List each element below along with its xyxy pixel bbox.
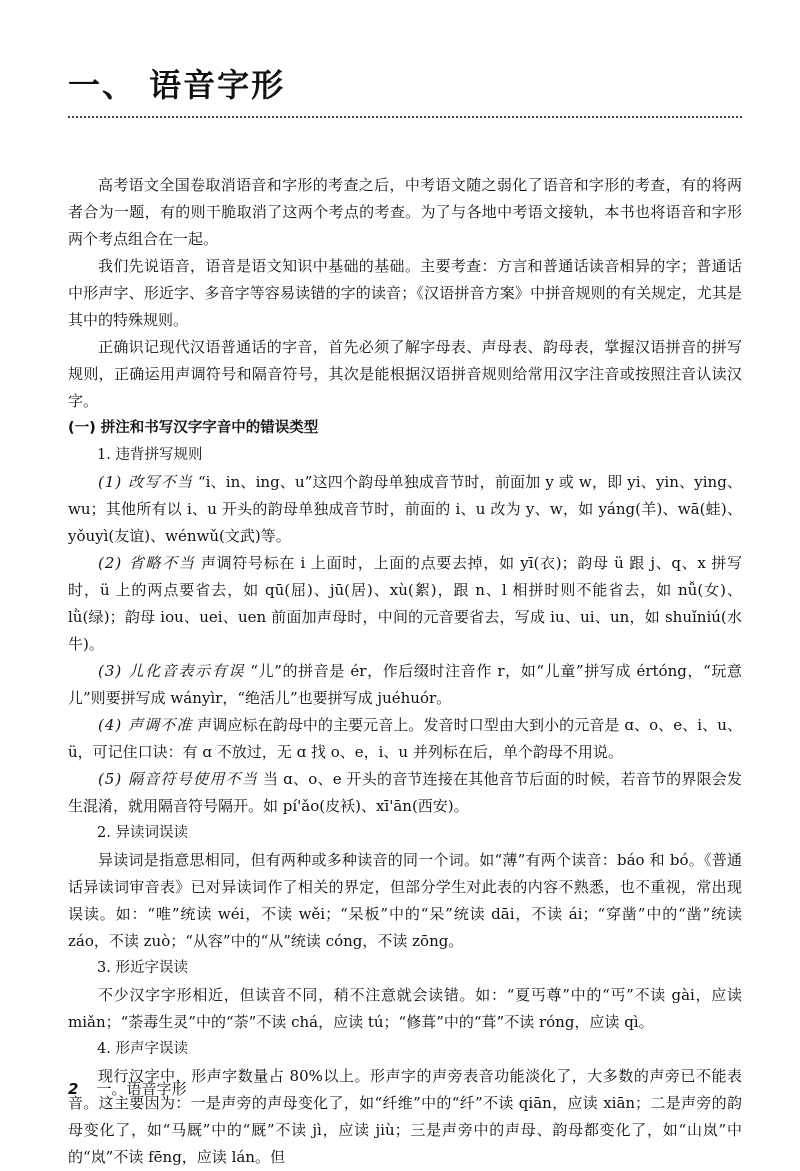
rule-1-text: “i、in、ing、u”这四个韵母单独成音节时，前面加 y 或 w，即 yi、yin、ying、wu；其他所有以 i、u 开头的韵母单独成音节时，前面的 i、u 改为 y、w，如 yáng(羊)、wā(蛙)、yǒuyì(友谊)、wénwǔ(文武)等。 — [68, 473, 742, 545]
intro-paragraph-1: 高考语文全国卷取消语音和字形的考查之后，中考语文随之弱化了语音和字形的考查，有的将两者合为一题，有的则干脆取消了这两个考点的考查。为了与各地中考语文接轨，本书也将语音和字形两个考点组合在一起。 — [68, 176, 742, 248]
xingsheng-paragraph: 现行汉字中，形声字数量占 80%以上。形声字的声旁表音功能淡化了，大多数的声旁已不能表音。这主要因为：一是声旁的声母变化了，如“纤维”中的“纤”不读 qiān，应读 xiān；二是声旁的韵母变化了，如“马厩”中的“厩”不读 jì，应读 jiù；三是声旁中的声母、韵母都变化了，如“山岚”中的“岚”不读 fēng，应读 lán。但 — [68, 1067, 742, 1166]
xingjin-paragraph: 不少汉字字形相近，但读音不同，稍不注意就会读错。如：“夏丐尊”中的“丐”不读 gài，应读 miǎn；“荼毒生灵”中的“荼”不读 chá，应读 tú；“修葺”中的“葺”不读 róng，应读 qì。 — [68, 986, 742, 1031]
subheading-3: 3. 形近字误读 — [97, 960, 188, 976]
dotted-divider — [68, 116, 742, 118]
rule-4-paragraph — [68, 712, 742, 766]
rule-1-lead: (1) 改写不当 — [98, 473, 193, 491]
yidu-paragraph: 异读词是指意思相同，但有两种或多种读音的同一个词。如“薄”有两个读音：báo 和 bó。《普通话异读词审音表》已对异读词作了相关的界定，但部分学生对此表的内容不熟悉，也不重视，常出现误读。如：“唯”统读 wéi，不读 wěi；“呆板”中的“呆”统读 dāi，不读 ái；“穿凿”中的“凿”统读 záo，不读 zuò；“从容”中的“从”统读 cóng，不读 zōng。 — [68, 851, 742, 950]
rule-3-text: “儿”的拼音是 ér，作后缀时注音作 r，如“儿童”拼写成 értóng，“玩意儿”则要拼写成 wányìr，“绝活儿”也要拼写成 juéhuór。 — [68, 662, 742, 707]
rule-3-paragraph — [68, 658, 742, 712]
subheading-1: 1. 违背拼写规则 — [97, 447, 203, 463]
intro-paragraph-3: 正确识记现代汉语普通话的字音，首先必须了解字母表、声母表、韵母表，掌握汉语拼音的拼写规则，正确运用声调符号和隔音符号，其次是能根据汉语拼音规则给常用汉字注音或按照注音认读汉字。 — [68, 338, 742, 410]
rule-5-paragraph — [68, 766, 742, 820]
section-heading-1: (一) 拼注和书写汉字字音中的错误类型 — [68, 420, 319, 436]
page-number: 2 — [68, 1080, 79, 1098]
main-text — [68, 172, 742, 1171]
rule-2-paragraph — [68, 550, 742, 658]
subheading-2: 2. 异读词误读 — [97, 825, 188, 841]
rule-1-paragraph — [68, 469, 742, 550]
rule-4-lead: (4) 声调不准 — [98, 716, 193, 734]
rule-2-text: 声调符号标在 i 上面时，上面的点要去掉，如 yī(衣)；韵母 ü 跟 j、q、x 拼写时，ü 上的两点要省去，如 qū(屈)、jū(居)、xù(絮)，跟 n、l 相拼时则不能省去，如 nǚ(女)、lǜ(绿)；韵母 iou、uei、uen 前面加声母时，中间的元音要省去，写成 iu、ui、un，如 shuǐniú(水牛)。 — [68, 554, 742, 653]
intro-paragraph-2: 我们先说语音，语音是语文知识中基础的基础。主要考查：方言和普通话读音相异的字；普通话中形声字、形近字、多音字等容易读错的字的读音；《汉语拼音方案》中拼音规则的有关规定，尤其是其中的特殊规则。 — [68, 257, 742, 329]
running-title: 一。语音字形 — [96, 1080, 187, 1098]
rule-3-lead: (3) 儿化音表示有误 — [98, 662, 245, 680]
rule-5-text: 当 ɑ、o、e 开头的音节连接在其他音节后面的时候，若音节的界限会发生混淆，就用隔音符号隔开。如 pí'ǎo(皮袄)、xī'ān(西安)。 — [68, 770, 742, 815]
subheading-4: 4. 形声字误读 — [97, 1041, 188, 1057]
rule-2-lead: (2) 省略不当 — [98, 554, 196, 572]
rule-5-lead: (5) 隔音符号使用不当 — [98, 770, 258, 788]
chapter-title: 一、 语音字形 — [68, 66, 286, 104]
rule-4-text: 声调应标在韵母中的主要元音上。发音时口型由大到小的元音是 ɑ、o、e、i、u、ü，可记住口诀：有 ɑ 不放过，无 ɑ 找 o、e，i、u 并列标在后，单个韵母不用说。 — [68, 716, 742, 761]
page-footer — [68, 1078, 186, 1099]
